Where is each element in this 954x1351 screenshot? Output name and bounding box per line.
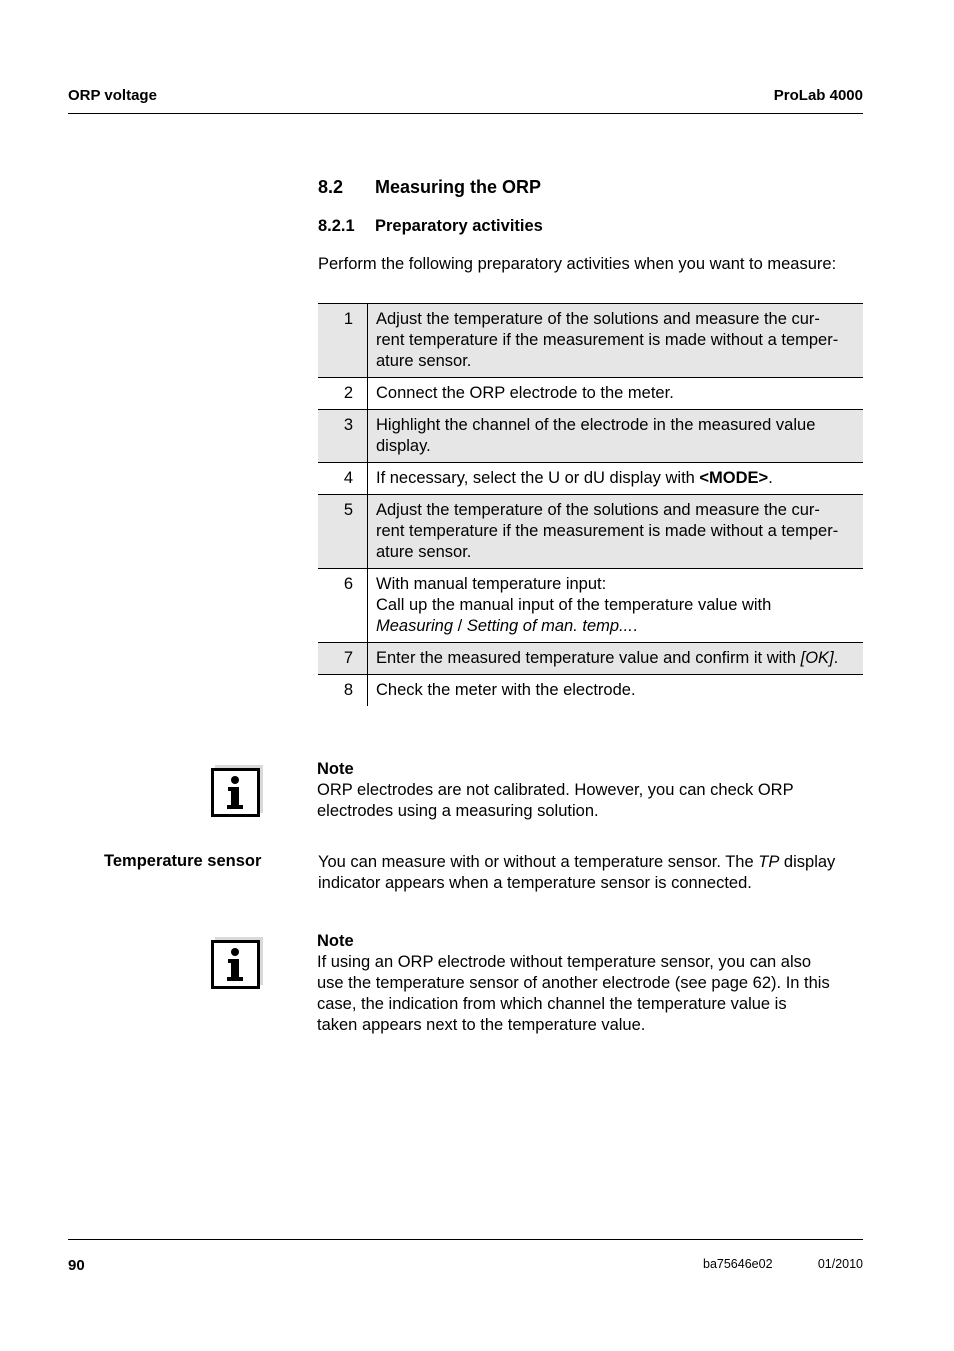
note-title: Note	[317, 760, 354, 778]
table-row	[318, 495, 863, 569]
step-punct: .	[632, 617, 638, 635]
step-text	[368, 378, 864, 410]
step-line: Check the meter with the electrode.	[376, 681, 636, 699]
info-icon	[211, 937, 263, 989]
note-line: case, the indication from which channel the temperature value is	[317, 995, 787, 1013]
intro-text: Perform the following preparatory activities when you want to measure:	[318, 255, 837, 273]
step-number: 3	[318, 410, 368, 463]
mode-key: <MODE>	[699, 469, 769, 487]
subsection-number: 8.2.1	[318, 217, 355, 235]
paragraph-line: indicator appears when a temperature sensor is connected.	[318, 874, 752, 892]
step-line: Adjust the temperature of the solutions and measure the cur-	[376, 501, 820, 519]
step-line: Connect the ORP electrode to the meter.	[376, 384, 674, 402]
note-line: ORP electrodes are not calibrated. However, you can check ORP	[317, 781, 794, 799]
page-number: 90	[68, 1257, 85, 1274]
paragraph-line	[318, 852, 835, 873]
step-line: rent temperature if the measurement is made without a temper-	[376, 522, 839, 540]
table-row	[318, 304, 863, 378]
document-id: ba75646e02	[703, 1257, 773, 1271]
info-icon	[211, 765, 263, 817]
footer-rule	[68, 1239, 863, 1240]
step-line: Call up the manual input of the temperature value with	[376, 596, 772, 614]
header-left: ORP voltage	[68, 87, 157, 104]
note-line: If using an ORP electrode without temperature sensor, you can also	[317, 953, 812, 971]
note-line: use the temperature sensor of another electrode (see page 62). In this	[317, 974, 830, 992]
step-number: 2	[318, 378, 368, 410]
text-run: You can measure with or without a temperature sensor. The	[318, 853, 759, 871]
note-title: Note	[317, 932, 354, 950]
table-row	[318, 675, 863, 707]
section-title: Measuring the ORP	[375, 177, 542, 197]
step-line: Adjust the temperature of the solutions and measure the cur-	[376, 310, 820, 328]
table-row	[318, 410, 863, 463]
note-line: electrodes using a measuring solution.	[317, 802, 599, 820]
step-number: 8	[318, 675, 368, 707]
step-number: 1	[318, 304, 368, 378]
step-number: 5	[318, 495, 368, 569]
tp-indicator: TP	[758, 853, 780, 871]
step-number: 7	[318, 643, 368, 675]
note-1	[317, 759, 794, 822]
table-row	[318, 378, 863, 410]
menu-separator: /	[453, 617, 467, 635]
steps-table	[318, 303, 863, 706]
step-text	[368, 675, 864, 707]
step-text	[368, 304, 864, 378]
temperature-sensor-label: Temperature sensor	[104, 852, 262, 870]
subsection-title: Preparatory activities	[375, 217, 543, 235]
step-line: ature sensor.	[376, 543, 472, 561]
header-right: ProLab 4000	[773, 87, 863, 104]
table-row	[318, 463, 863, 495]
step-line: Enter the measured temperature value and confirm it with	[376, 649, 801, 667]
ok-key: [OK]	[800, 649, 834, 667]
step-text	[368, 643, 864, 675]
note-line: taken appears next to the temperature value.	[317, 1016, 646, 1034]
section-heading	[318, 177, 541, 198]
subsection-heading	[318, 217, 543, 236]
step-text	[368, 410, 864, 463]
table-row	[318, 569, 863, 643]
text-run: display	[779, 853, 836, 871]
document-date: 01/2010	[817, 1257, 863, 1271]
step-line: display.	[376, 437, 431, 455]
menu-path: Measuring	[376, 617, 454, 635]
step-text	[368, 495, 864, 569]
step-line	[376, 616, 855, 637]
step-number: 6	[318, 569, 368, 643]
table-row	[318, 643, 863, 675]
step-line: If necessary, select the U or dU display with	[376, 469, 700, 487]
header-rule	[68, 113, 863, 114]
step-line: Highlight the channel of the electrode in the measured value	[376, 416, 816, 434]
step-line: With manual temperature input:	[376, 575, 607, 593]
step-line: rent temperature if the measurement is made without a temper-	[376, 331, 839, 349]
step-number: 4	[318, 463, 368, 495]
step-punct: .	[833, 649, 839, 667]
temperature-sensor-text	[318, 852, 835, 894]
step-text	[368, 463, 864, 495]
step-line: ature sensor.	[376, 352, 472, 370]
note-2	[317, 931, 830, 1036]
menu-path: Setting of man. temp...	[466, 617, 633, 635]
step-text	[368, 569, 864, 643]
step-punct: .	[768, 469, 773, 487]
section-number: 8.2	[318, 177, 344, 197]
